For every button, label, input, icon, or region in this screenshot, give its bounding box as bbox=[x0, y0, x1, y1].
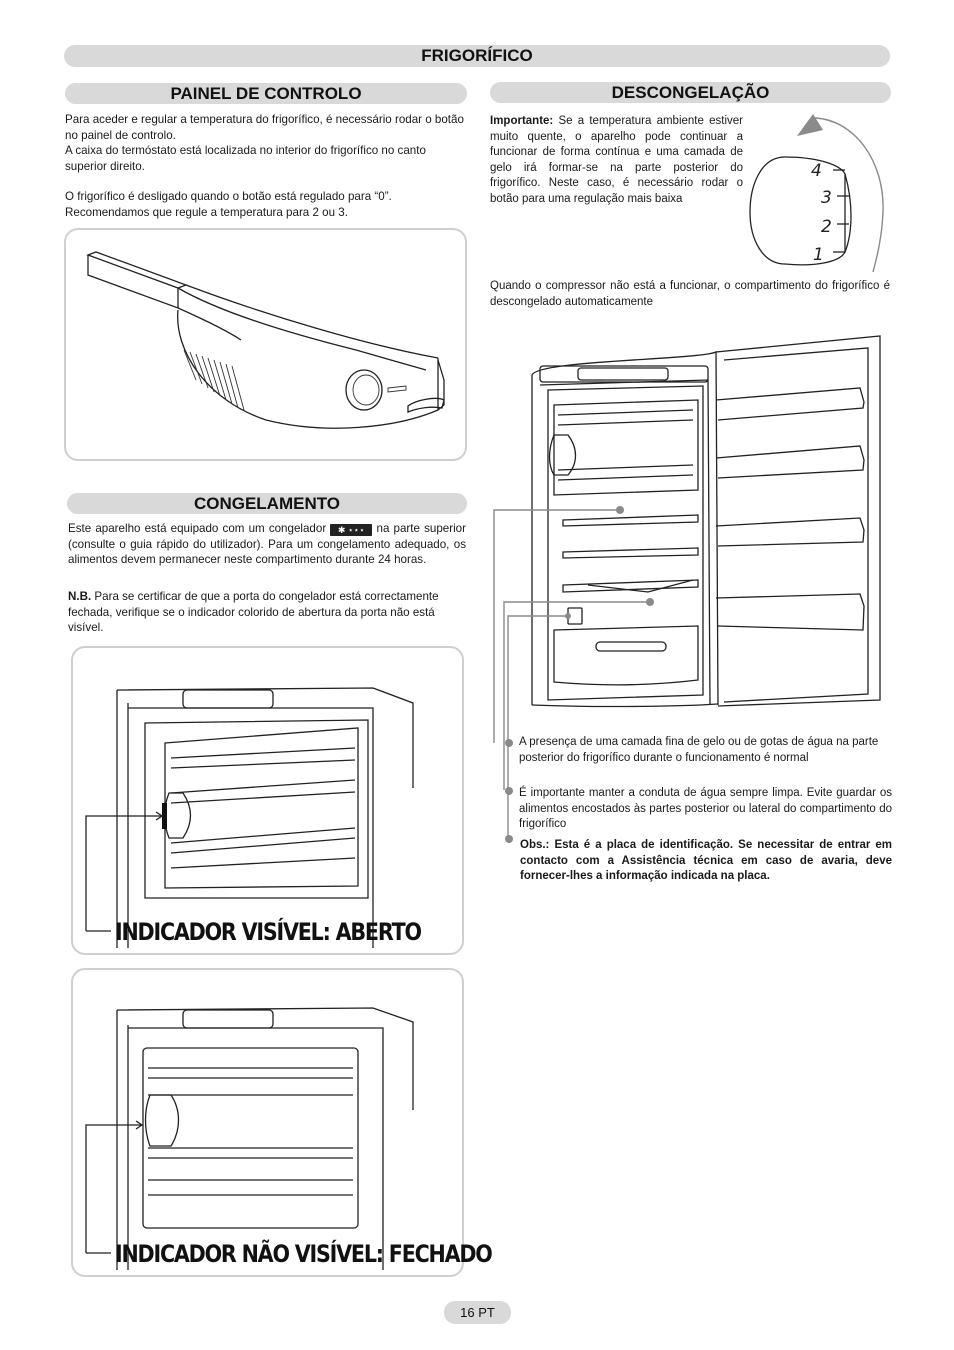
dial-number-4: 4 bbox=[811, 161, 822, 181]
note-ice-layer: A presença de uma camada fina de gelo ou de gotas de água na parte posterior do frigorífico durante o funcionamento é normal bbox=[519, 736, 879, 764]
painel-text bbox=[65, 112, 469, 221]
caption-indicator-open: INDICADOR VISÍVEL: ABERTO bbox=[115, 918, 421, 946]
dial-number-1: 1 bbox=[813, 245, 824, 265]
note-water-duct: É importante manter a conduta de água sempre limpa. Evite guardar os alimentos encostados às partes posterior ou lateral do compartimento do frigorífico bbox=[519, 787, 892, 831]
painel-paragraph-3: O frigorífico é desligado quando o botão está regulado para “0”. bbox=[65, 190, 392, 204]
importante-text: Se a temperatura ambiente estiver muito quente, o aparelho pode continuar a funcionar de forma contínua e uma camada de gelo irá formar-se na parte posterior do frigorífico. Neste caso, é necessário rodar o botão para uma regulação mais baixa bbox=[490, 115, 743, 205]
note-bullet-2 bbox=[505, 787, 513, 795]
page-number: 16 PT bbox=[444, 1301, 511, 1324]
freezer-open-illustration bbox=[73, 648, 462, 953]
freezer-open-frame bbox=[71, 646, 464, 955]
congelamento-text-before: Este aparelho está equipado com um congelador bbox=[68, 522, 327, 535]
freezer-star-icon: ✱ ⋆⋆⋆ bbox=[330, 524, 372, 536]
dial-number-2: 2 bbox=[821, 217, 832, 237]
section-title-descongelacao: DESCONGELAÇÃO bbox=[490, 82, 891, 103]
descongelacao-importante bbox=[490, 114, 743, 208]
freezer-closed-frame bbox=[71, 968, 492, 1277]
caption-indicator-closed: INDICADOR NÃO VISÍVEL: FECHADO bbox=[115, 1240, 492, 1268]
section-title-painel: PAINEL DE CONTROLO bbox=[65, 83, 467, 104]
nb-text: Para se certificar de que a porta do congelador está correctamente fechada, verifique se o indicador colorido de abertura da porta não está visível. bbox=[68, 590, 439, 635]
freezer-closed-illustration bbox=[73, 970, 462, 1275]
thermostat-housing-illustration bbox=[66, 230, 465, 459]
painel-paragraph-1: Para aceder e regular a temperatura do frigorífico, é necessário rodar o botão no painel de controlo. bbox=[65, 113, 464, 142]
painel-paragraph-2: A caixa do termóstato está localizada no interior do frigorífico no canto superior direito. bbox=[65, 144, 426, 173]
fridge-interior-illustration bbox=[488, 330, 888, 770]
painel-paragraph-4: Recomendamos que regule a temperatura para 2 ou 3. bbox=[65, 205, 348, 219]
note-bullet-1 bbox=[505, 739, 513, 747]
importante-label: Importante: bbox=[490, 115, 554, 127]
congelamento-paragraph-1 bbox=[68, 521, 466, 568]
thermostat-illustration-frame bbox=[64, 228, 467, 461]
note-rating-plate: Obs.: Esta é a placa de identificação. Se necessitar de entrar em contacto com a Assistência técnica em caso de avaria, deve fornecer-lhes a informação indicada na placa. bbox=[520, 839, 892, 883]
descongelacao-auto-text: Quando o compressor não está a funcionar, o compartimento do frigorífico é descongelado automaticamente bbox=[490, 280, 890, 308]
nb-label: N.B. bbox=[68, 590, 92, 603]
page-header: FRIGORÍFICO bbox=[64, 45, 890, 67]
dial-number-3: 3 bbox=[821, 188, 832, 208]
thermostat-dial-illustration bbox=[745, 112, 895, 282]
congelamento-nb bbox=[68, 589, 466, 636]
congelamento-text-after: na parte superior (consulte o guia rápido do utilizador). Para um congelamento adequado, os alimentos devem permanecer neste compartimento durante 24 horas. bbox=[68, 522, 466, 567]
section-title-congelamento: CONGELAMENTO bbox=[67, 493, 467, 514]
note-bullet-3 bbox=[505, 835, 513, 843]
